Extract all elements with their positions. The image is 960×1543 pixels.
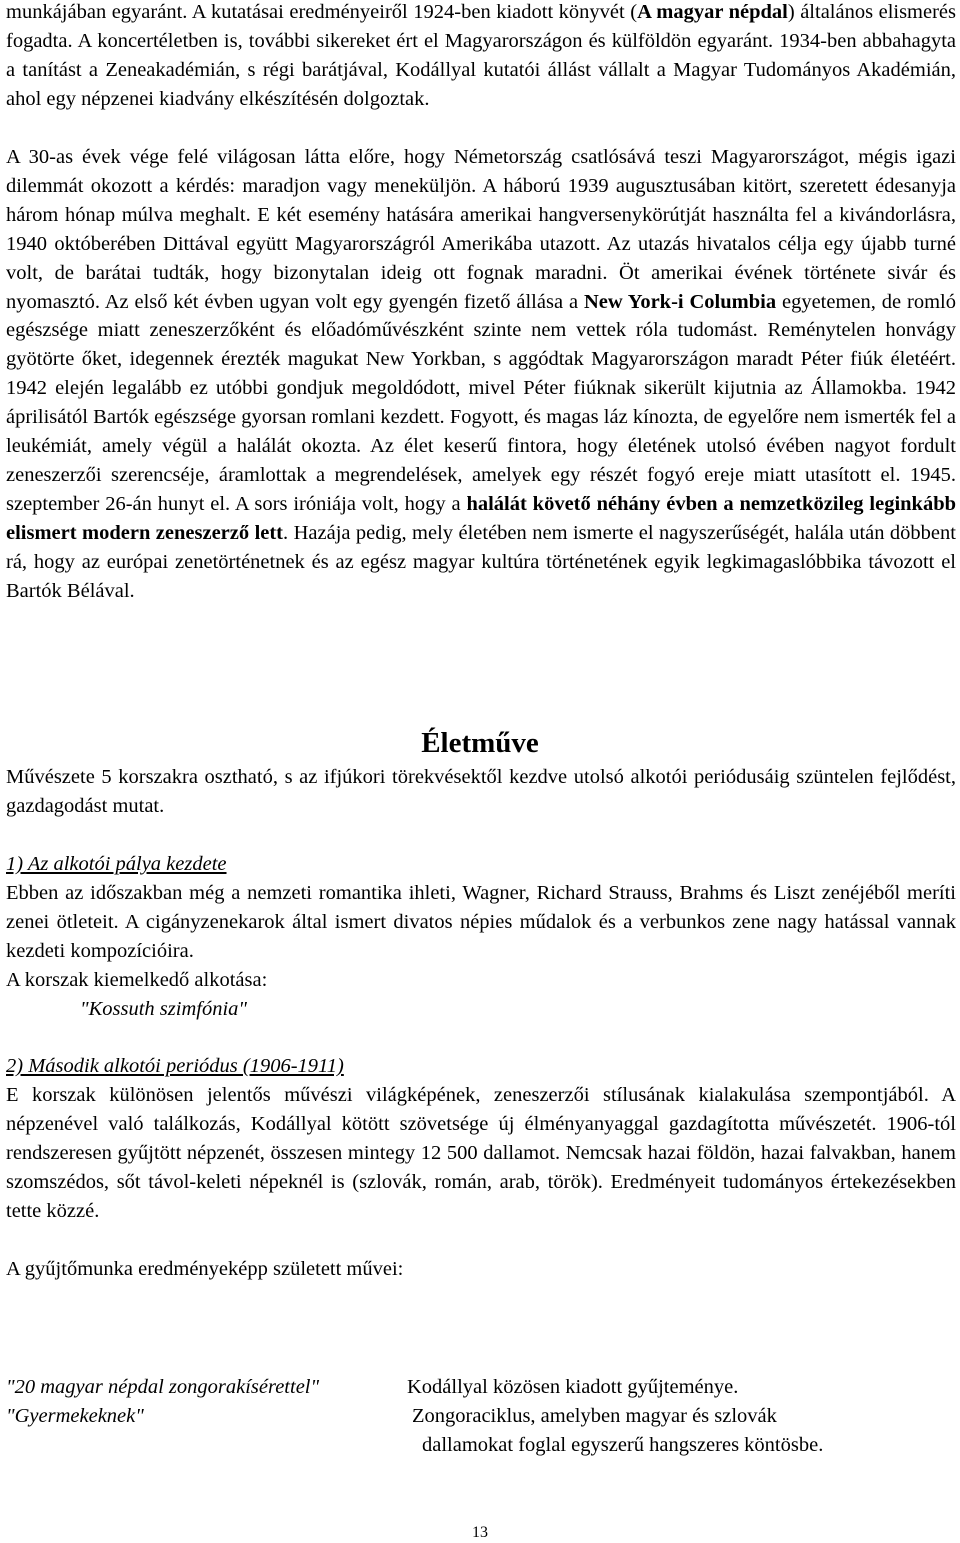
bio-text: A 30-as évek vége felé világosan látta előre, hogy Németország csatlósává teszi Magyarországot, mégis igazi dilemmát okozott a kérdés: maradjon vagy meneküljön. A háború 1939 augusztusában kitört, szeretett édesanyja három hónap múlva meghalt. E két esemény hatására amerikai hangversenykörútját használta fel a kivándorlásra, 1940 októberében Dittával együtt Magyarországról Amerikába utazott. Az utazás hivatalos célja egy újabb turné volt, de barátai tudták, hogy bizonytalan ideig ott fognak maradni. Öt amerikai évének története sivár és nyomasztó. Az első két évben ugyan volt egy gyengén fizető állása a [6, 146, 956, 313]
bio-paragraph-1 [6, 0, 956, 114]
period-1-highlight-work: "Kossuth szimfónia" [80, 998, 248, 1020]
period-1-title [6, 850, 956, 879]
period-2-text: E korszak különösen jelentős művészi világképének, zeneszerzői stílusának kialakulása szempontjából. A népzenével való találkozás, Kodállyal kötött szövetsége új élményanyaggal gazdagította művészetét. 1906-tól rendszeresen gyűjtött népzenét, összesen mintegy 12 500 dallamot. Nemcsak hazai földön, hazai falvakban, hanem szomszédos, sőt távol-keleti népeknél is (szlovák, román, arab, török). Eredményeit tudományos értekezésekben tette közzé. [6, 1084, 956, 1222]
work-title: "20 magyar népdal zongorakísérettel" [6, 1376, 320, 1398]
period-title-text: 1) Az alkotói pálya kezdete [6, 853, 227, 875]
bio-text: . Hazája pedig, mely életében nem ismerte el nagyszerűségét, halála után döbbent rá, hogy az európai zenetörténetnek és az egész magyar kultúra történetének egyik legkimagaslóbbika távozott el Bartók Bélával. [6, 521, 956, 602]
work-description: Kodállyal közösen kiadott gyűjteménye. [407, 1376, 739, 1398]
bio-paragraph-2 [6, 143, 956, 606]
period-title-text: 2) Második alkotói periódus (1906-1911) [6, 1055, 344, 1077]
work-description-continued: dallamokat foglal egyszerű hangszeres köntösbe. [422, 1434, 824, 1456]
bio-text: egyetemen, de romló egészsége miatt zeneszerzőként és előadóművészként szinte nem vettek róla tudomást. Reménytelen honvágy gyötörte őket, idegennek érezték magukat New Yorkban, s aggódtak Magyarországon maradt Péter fiúk életéért. 1942 elején legalább ez utóbbi gondjuk megoldódott, mivel Péter fiúknak sikerült kijutnia az Államokba. 1942 áprilisától Bartók egészsége gyorsan romlani kezdett. Fogyott, és magas láz kínozta, de egyelőre nem ismerték fel a leukémiát, amely végül a halálát okozta. Az élet keserű fintora, hogy életének utolsó évében nagyot fordult zeneszerzői szerencséje, áramlottak a megrendelések, amelyek egy részét fogyó ereje miatt utasított el. 1945. szeptember 26-án hunyt el. A sors iróniája volt, hogy a [6, 290, 956, 515]
bio-text: munkájában egyaránt. A kutatásai eredményeiről 1924-ben kiadott könyvét ( [6, 1, 638, 23]
book-title-bold: A magyar népdal [637, 1, 788, 23]
period-1-highlight-label: A korszak kiemelkedő alkotása: [6, 969, 268, 991]
period-2-title [6, 1052, 956, 1081]
page-number: 13 [472, 1524, 488, 1541]
period-2-works-label: A gyűjtőmunka eredményeképp született művei: [6, 1258, 404, 1280]
university-bold: New York-i Columbia [583, 290, 777, 313]
section-heading: Életműve [421, 727, 539, 759]
legacy-bold: halálát követő néhány évben a nemzetközileg leginkább elismert modern zeneszerző lett [6, 492, 956, 544]
oeuvre-intro: Művészete 5 korszakra osztható, s az ifjúkori törekvésektől kezdve utolsó alkotói periódusáig szüntelen fejlődést, gazdagodást mutat. [6, 766, 956, 817]
bio-text: ) általános elismerés fogadta. A koncertéletben is, további sikereket ért el Magyarországon és külföldön egyaránt. 1934-ben abbahagyta a tanítást a Zeneakadémián, s régi barátjával, Kodállyal kutatói állást vállalt a Magyar Tudományos Akadémián, ahol egy népzenei kiadvány elkészítésén dolgoztak. [6, 1, 957, 110]
work-description: Zongoraciklus, amelyben magyar és szlovák [412, 1405, 777, 1427]
period-1-text: Ebben az időszakban még a nemzeti romantika ihleti, Wagner, Richard Strauss, Brahms és Liszt zenéjéből meríti zenei ötleteit. A cigányzenekarok által ismert divatos népies műdalok és a verbunkos zene nagy hatással vannak kezdeti kompozícióira. [6, 882, 956, 962]
work-title: "Gyermekeknek" [6, 1405, 144, 1427]
